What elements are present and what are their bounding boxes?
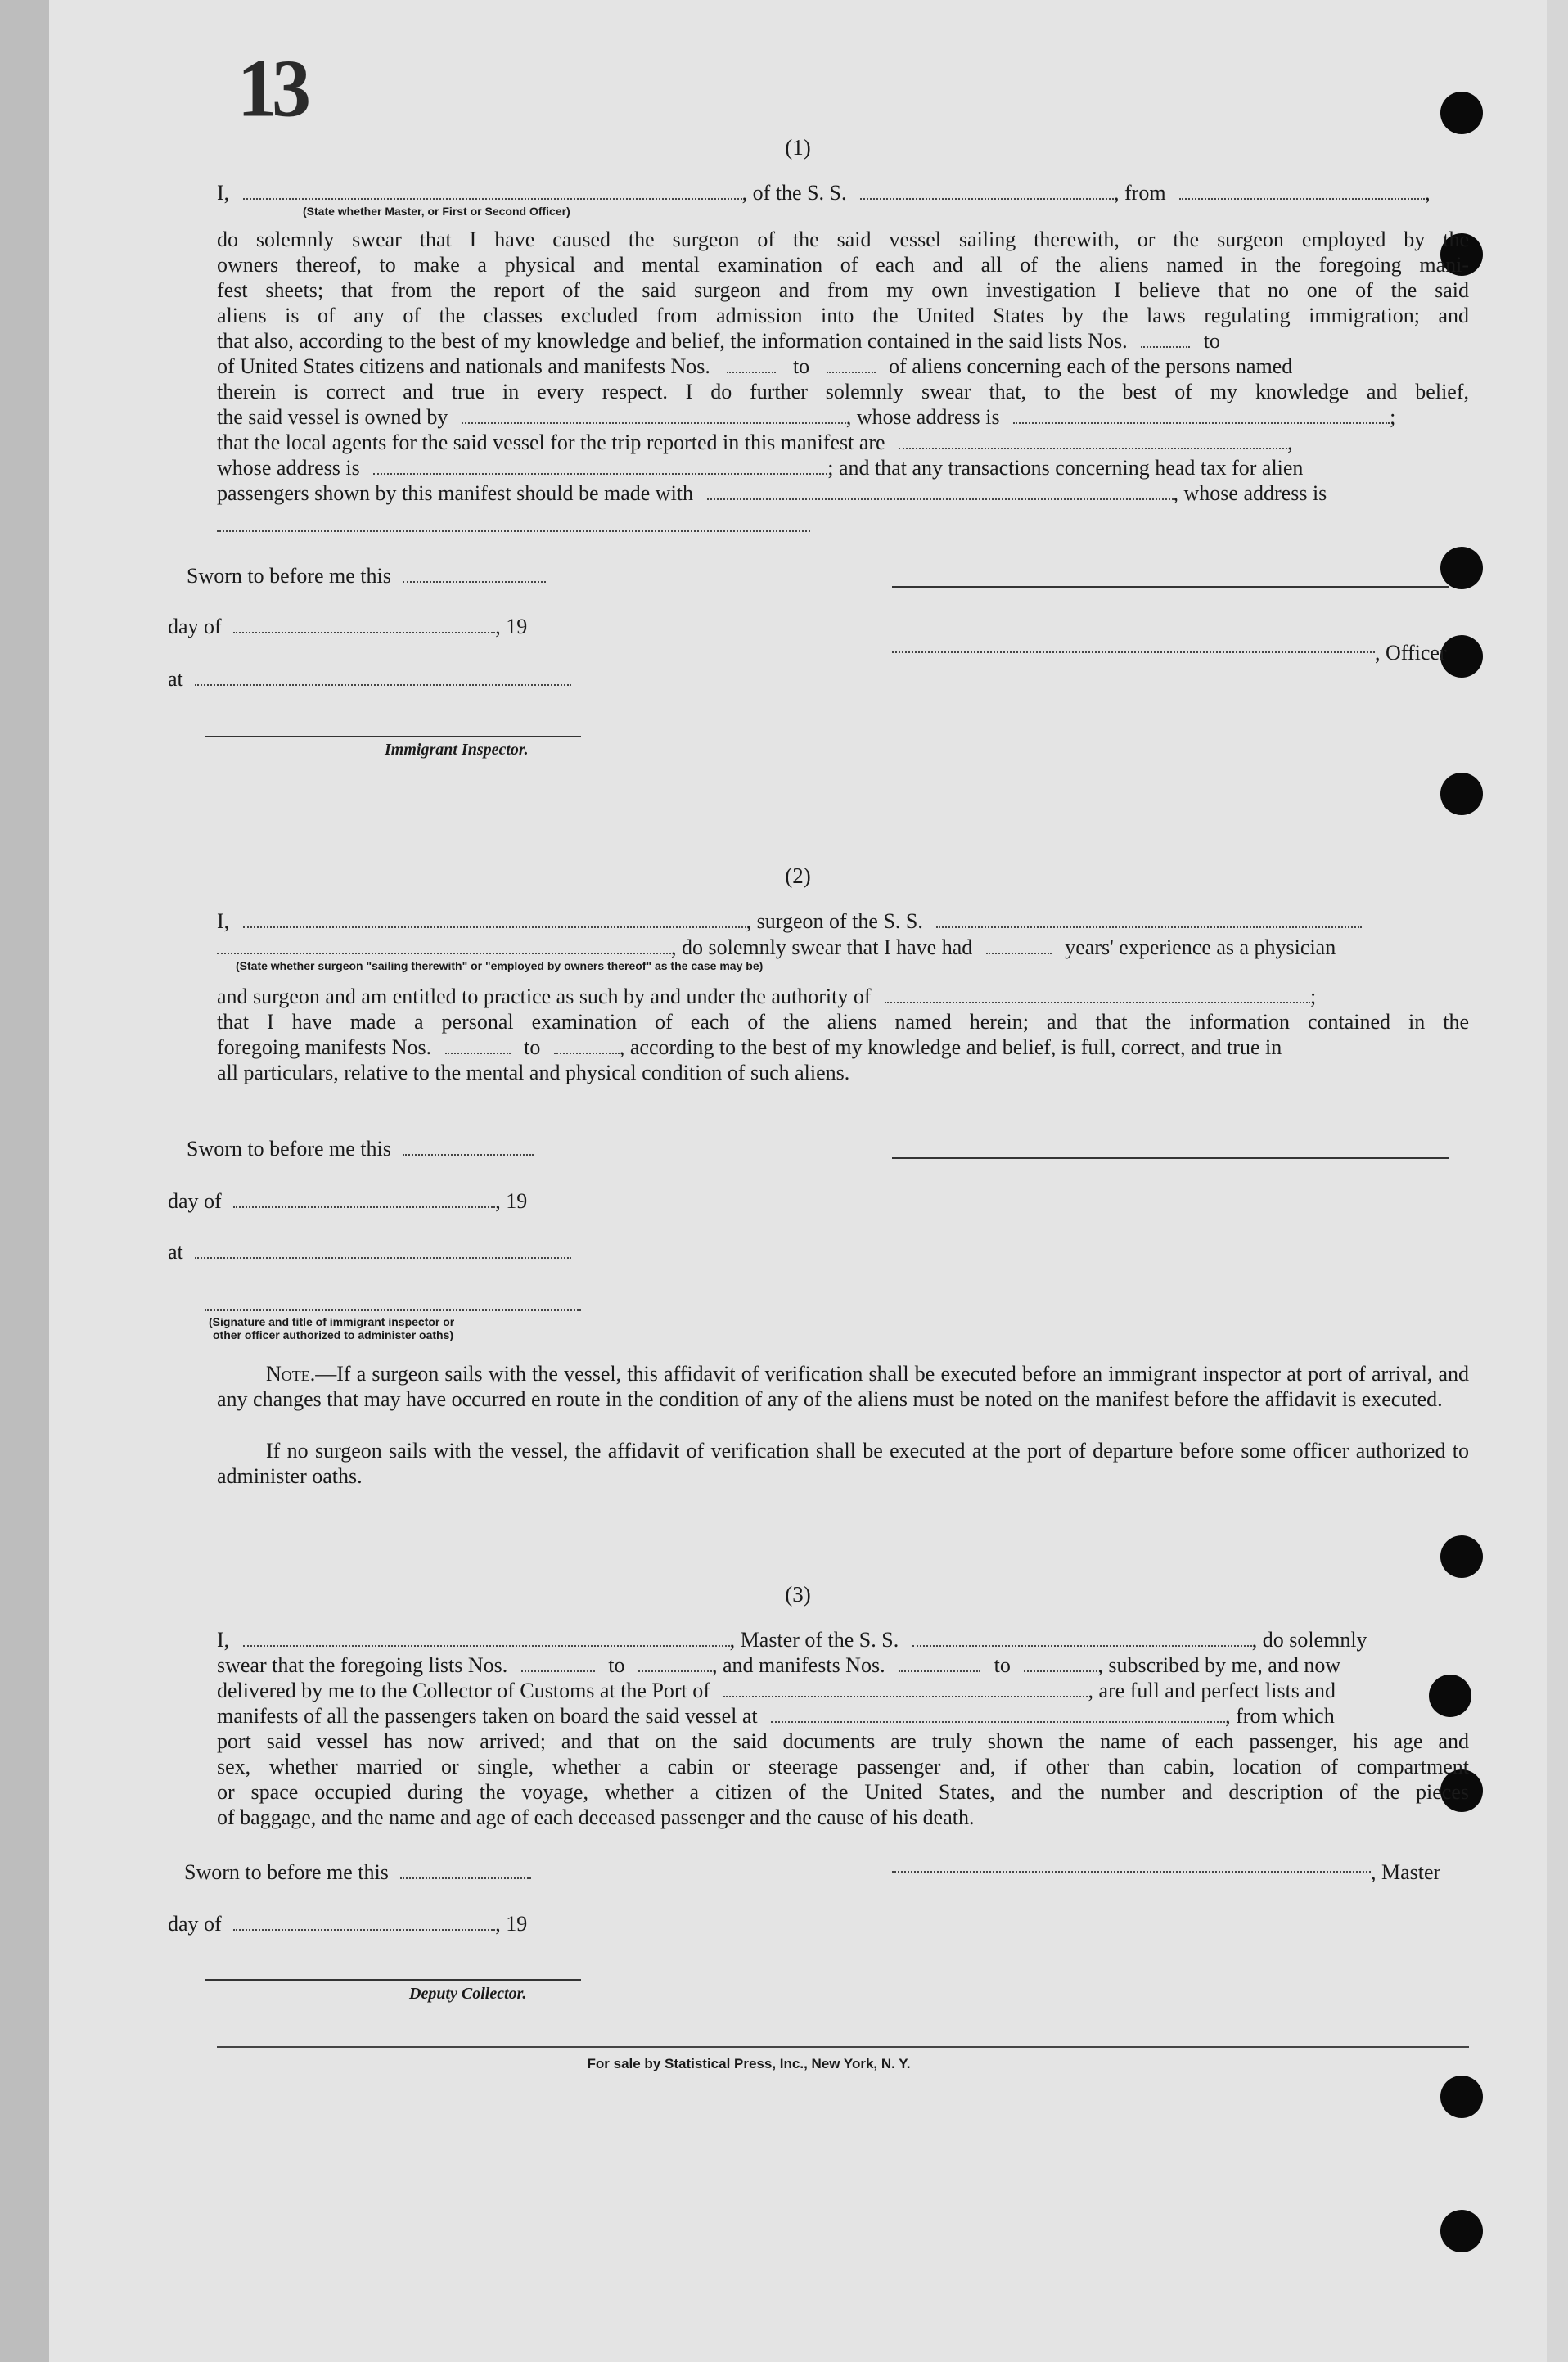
s3-sworn-text: Sworn to before me this <box>184 1860 389 1884</box>
s2-according: , according to the best of my knowledge and belief, is full, correct, and true in <box>619 1035 1282 1059</box>
s3-body-3: of baggage, and the name and age of each deceased passenger and the cause of his death. <box>217 1805 975 1829</box>
s1-i: I, <box>217 181 230 205</box>
s3-delivered: delivered by me to the Collector of Customs at the Port of <box>217 1679 710 1702</box>
s1-passengers-line <box>217 480 1327 507</box>
s1-agent-address-blank <box>373 457 827 475</box>
s1-whose-address-2: , whose address is <box>1173 481 1327 505</box>
s1-manifests-from-blank <box>727 355 776 373</box>
manifest-page <box>49 0 1547 2362</box>
s2-solemnly: , do solemnly swear that I have had <box>671 935 973 959</box>
s1-body-1: owners thereof, to make a physical and mental examination of each and all of the aliens named in the foregoing mani- <box>217 253 1469 277</box>
punch-hole <box>1429 1675 1471 1717</box>
s3-lists-from-blank <box>521 1654 595 1672</box>
s1-manifests-line <box>217 354 1292 380</box>
s2-note-lead: Note. <box>266 1362 316 1386</box>
s3-port-blank <box>723 1679 1088 1697</box>
section-3-heading: (3) <box>785 1582 811 1607</box>
s3-to-1: to <box>608 1653 625 1677</box>
s3-manifests-from-blank <box>899 1654 980 1672</box>
s2-i: I, <box>217 909 230 933</box>
s1-comma: , <box>1425 181 1431 205</box>
s2-authority-line <box>217 984 1316 1010</box>
s1-body-10: passengers shown by this manifest should be made with <box>217 481 694 505</box>
s1-body-3: aliens is of any of the classes excluded from admission into the United States by the laws regulating immigration; and <box>217 304 1469 327</box>
s2-body-0: and surgeon and am entitled to practice as such by and under the authority of <box>217 985 872 1008</box>
s2-to: to <box>524 1035 541 1059</box>
s2-authority-blank <box>885 985 1310 1003</box>
s1-whose-line <box>217 455 1303 481</box>
punch-hole <box>1440 1535 1483 1578</box>
s2-day-of-text: day of <box>168 1189 222 1213</box>
s3-day-of-text: day of <box>168 1912 222 1936</box>
s3-to-2: to <box>994 1653 1011 1677</box>
s2-oath-line <box>217 908 1362 935</box>
s3-subscribed: , subscribed by me, and now <box>1097 1653 1341 1677</box>
s2-semicolon: ; <box>1310 985 1317 1008</box>
s3-master-text: , Master <box>1371 1860 1441 1884</box>
s2-signature-hint-1: (Signature and title of immigrant inspector or <box>209 1315 455 1328</box>
s3-lists-line <box>217 1652 1340 1679</box>
s2-manifests-from-blank <box>445 1036 511 1054</box>
s1-body-6: therein is correct and true in every respect. I do further solemnly swear that, to the best of my knowledge and belief, <box>217 380 1469 403</box>
s1-agents-blank <box>899 431 1287 449</box>
s2-note <box>217 1361 1469 1412</box>
punch-hole <box>1440 2210 1483 2252</box>
s2-body-1: that I have made a personal examination of each of the aliens named herein; and that the information contained in the <box>217 1010 1469 1034</box>
s1-oath-line <box>217 180 1431 206</box>
s2-sworn-blank <box>403 1138 534 1156</box>
s1-agents-line <box>217 430 1293 456</box>
s1-at-blank <box>195 668 571 686</box>
s1-master-signature-line <box>892 586 1449 588</box>
s1-to-2: to <box>792 354 810 378</box>
s3-oath-line <box>217 1627 1367 1653</box>
s3-do-solemnly: , do solemnly <box>1251 1628 1367 1652</box>
s3-full-perfect: , are full and perfect lists and <box>1088 1679 1336 1702</box>
s3-from-which: , from which <box>1225 1704 1335 1728</box>
s3-master-of-ss: , Master of the S. S. <box>729 1628 899 1652</box>
s1-semicolon: ; <box>1390 405 1396 429</box>
s1-of-aliens: of aliens concerning each of the persons named <box>889 354 1293 378</box>
s3-manifests-to-blank <box>1024 1654 1097 1672</box>
s2-surgeon-name-blank <box>243 910 746 928</box>
s2-surgeon-of-ss: , surgeon of the S. S. <box>746 909 923 933</box>
s2-sworn <box>187 1136 534 1162</box>
s3-and-manifests: , and manifests Nos. <box>712 1653 885 1677</box>
s3-body-0: port said vessel has now arrived; and that on the said documents are truly shown the name of each passenger, his age and <box>217 1729 1469 1753</box>
s1-lists-line <box>217 328 1220 354</box>
s2-manifests-to-blank <box>554 1036 620 1054</box>
s2-years-blank <box>986 936 1052 954</box>
s3-delivered-line <box>217 1678 1336 1704</box>
s3-master-signature-blank <box>892 1871 1371 1873</box>
s2-day-of <box>168 1188 527 1215</box>
s1-from-blank <box>1179 182 1425 200</box>
s3-body-2: or space occupied during the voyage, whether a citizen of the United States, and the number and description of the pieces <box>217 1780 1469 1804</box>
s2-body-3: all particulars, relative to the mental and physical condition of such aliens. <box>217 1061 850 1084</box>
s3-boarding-blank <box>771 1705 1225 1723</box>
s3-manifests-all-line <box>217 1703 1335 1729</box>
s1-owner-address-blank <box>1013 406 1390 424</box>
s2-note-2: If no surgeon sails with the vessel, the affidavit of verification shall be executed at the port of departure before some officer authorized to administer oaths. <box>217 1439 1469 1488</box>
s1-body-5: of United States citizens and nationals and manifests Nos. <box>217 354 710 378</box>
s2-at-blank <box>195 1241 571 1259</box>
s2-at <box>168 1239 571 1265</box>
s1-day-blank <box>233 615 495 633</box>
s3-deputy-collector: Deputy Collector. <box>409 1985 527 2003</box>
s1-vessel-blank <box>860 182 1114 200</box>
s1-officer-text: , Officer <box>1375 641 1447 665</box>
s1-comma-2: , <box>1287 430 1293 454</box>
s2-manifests-line <box>217 1035 1282 1061</box>
s3-sworn <box>184 1859 531 1886</box>
s1-day-of <box>168 614 527 640</box>
punch-hole <box>1440 2076 1483 2118</box>
page-number: 13 <box>237 42 306 134</box>
s1-lists-from-blank <box>1141 330 1190 348</box>
s2-officer-signature-line <box>205 1309 581 1311</box>
s1-officer-blank-2 <box>892 651 1375 653</box>
s3-lists-to-blank <box>638 1654 712 1672</box>
s1-headtax-blank <box>707 482 1174 500</box>
s3-body-1: sex, whether married or single, whether a cabin or steerage passenger and, if other than cabin, location of compartment <box>217 1755 1469 1778</box>
s2-years-experience: years' experience as a physician <box>1065 935 1336 959</box>
s2-at-text: at <box>168 1240 183 1264</box>
s1-at <box>168 666 571 692</box>
scan-border <box>0 0 49 2362</box>
s1-body-0: do solemnly swear that I have caused the surgeon of the said vessel sailing therewith, or the surgeon employed by the <box>217 228 1469 251</box>
s1-of-the-ss: , of the S. S. <box>741 181 847 205</box>
s1-body-9: whose address is <box>217 456 360 480</box>
s1-sworn <box>187 563 546 589</box>
s1-master-hint: (State whether Master, or First or Second Officer) <box>303 205 570 218</box>
s1-sworn-text: Sworn to before me this <box>187 564 391 588</box>
s1-to-1: to <box>1203 329 1220 353</box>
s3-day-blank <box>233 1913 495 1931</box>
s1-year: , 19 <box>495 615 528 638</box>
s1-sworn-blank <box>403 565 546 583</box>
s2-swear-line <box>217 935 1336 961</box>
footer-rule <box>217 2046 1469 2048</box>
s2-signature-hint-2: other officer authorized to administer oaths) <box>213 1328 454 1341</box>
s3-master-name-blank <box>243 1629 730 1647</box>
s1-body-4: that also, according to the best of my knowledge and belief, the information contained in the said lists Nos. <box>217 329 1128 353</box>
s1-owned-line <box>217 404 1395 430</box>
s1-head-tax: ; and that any transactions concerning head tax for alien <box>827 456 1304 480</box>
s2-note-text: —If a surgeon sails with the vessel, this affidavit of verification shall be executed before an immigrant inspector at port of arrival, and any changes that may have occurred en route in the condition of any of the aliens must be noted on the manifest before the affidavit is executed. <box>217 1362 1469 1411</box>
s2-day-blank <box>233 1190 495 1208</box>
s3-manifests-all: manifests of all the passengers taken on board the said vessel at <box>217 1704 758 1728</box>
s1-body-8: that the local agents for the said vessel for the trip reported in this manifest are <box>217 430 885 454</box>
s3-sworn-blank <box>400 1861 531 1879</box>
s3-i: I, <box>217 1628 230 1652</box>
s1-day-of-text: day of <box>168 615 222 638</box>
footer-printer: For sale by Statistical Press, Inc., New York, N. Y. <box>587 2056 911 2071</box>
s1-officer-line <box>892 640 1447 666</box>
s2-capacity-blank <box>217 936 671 954</box>
s3-collector-signature-line <box>205 1979 581 1981</box>
s3-master-line <box>892 1859 1440 1886</box>
s1-manifests-to-blank <box>827 355 876 373</box>
s1-inspector-signature-line <box>205 736 581 737</box>
s3-swear-lists: swear that the foregoing lists Nos. <box>217 1653 508 1677</box>
s1-officer-blank <box>243 182 742 200</box>
section-1-heading: (1) <box>785 135 811 160</box>
s2-vessel-blank <box>936 910 1362 928</box>
s1-address-continuation-blank <box>217 530 810 532</box>
punch-hole <box>1440 773 1483 815</box>
s1-at-text: at <box>168 667 183 691</box>
s1-from: , from <box>1114 181 1166 205</box>
s3-vessel-blank <box>912 1629 1252 1647</box>
s2-surgeon-hint: (State whether surgeon "sailing therewith" or "employed by owners thereof" as the case may be) <box>236 959 764 972</box>
s2-sworn-text: Sworn to before me this <box>187 1137 391 1161</box>
s2-surgeon-signature-line <box>892 1157 1449 1159</box>
punch-hole <box>1440 92 1483 134</box>
s1-immigrant-inspector: Immigrant Inspector. <box>385 741 529 759</box>
s1-body-2: fest sheets; that from the report of the said surgeon and from my own investigation I believe that no one of the said <box>217 278 1469 302</box>
s1-owner-blank <box>462 406 846 424</box>
punch-hole <box>1440 547 1483 589</box>
s2-body-2: foregoing manifests Nos. <box>217 1035 432 1059</box>
s3-day-of <box>168 1911 527 1937</box>
s1-whose-address: , whose address is <box>845 405 1000 429</box>
section-2-heading: (2) <box>785 863 811 888</box>
s2-year: , 19 <box>495 1189 528 1213</box>
s3-year: , 19 <box>495 1912 528 1936</box>
s1-body-7: the said vessel is owned by <box>217 405 448 429</box>
